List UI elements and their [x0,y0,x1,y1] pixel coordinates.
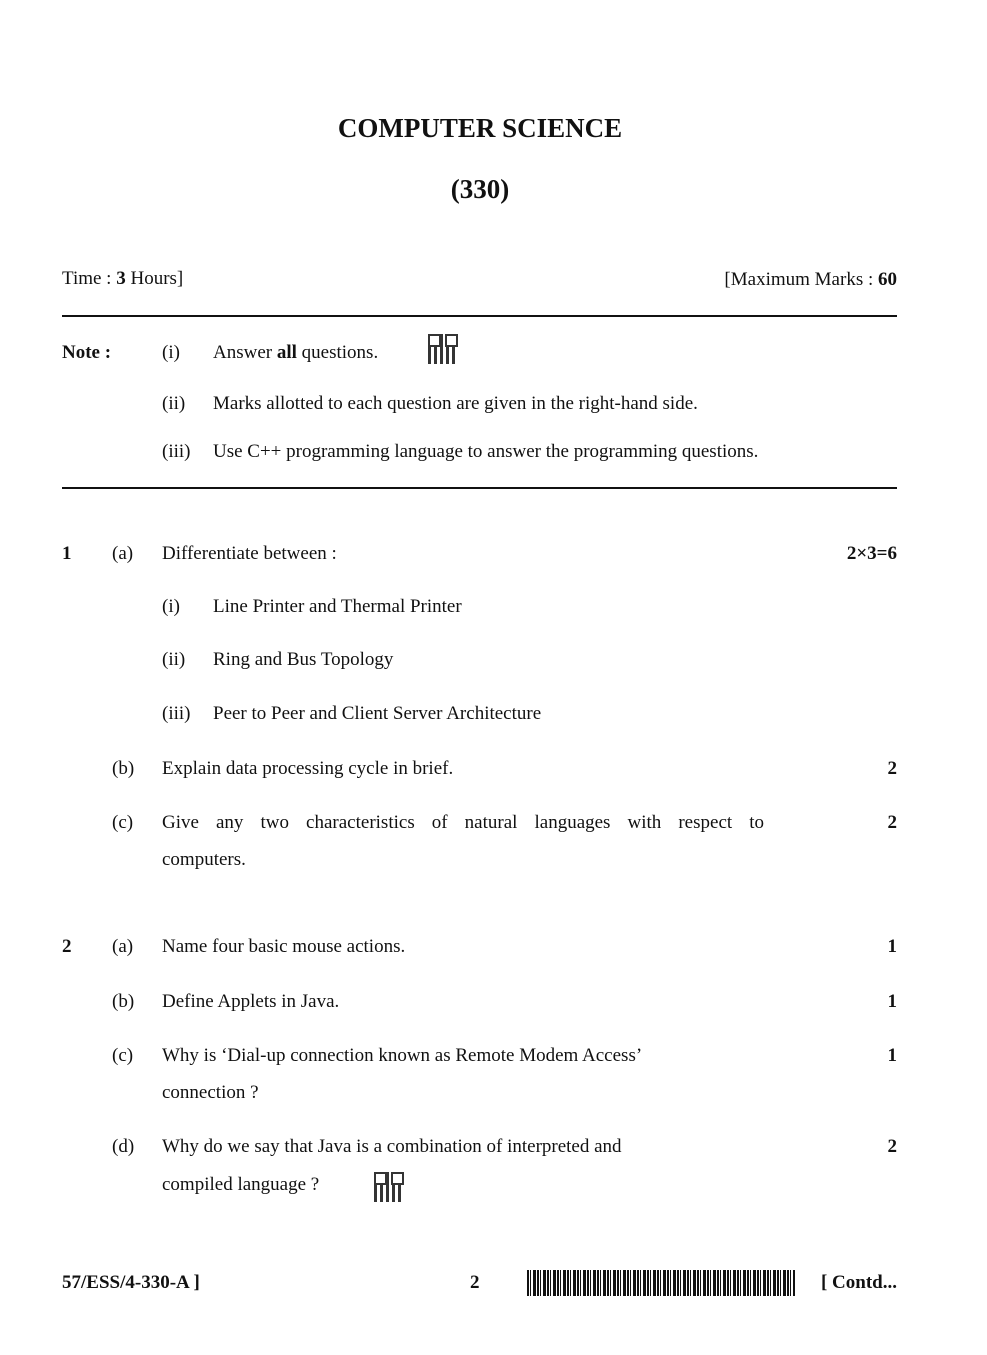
marks: 1 [887,1045,897,1066]
note-item: Marks allotted to each question are given in the right-hand side. [213,393,698,414]
paper-title: COMPUTER SCIENCE [337,113,623,143]
question-number: 1 [62,543,72,564]
sub-num: (iii) [162,703,191,724]
question-text: Differentiate between : [162,543,337,564]
part-letter: (a) [112,543,134,564]
note-num: (iii) [162,441,191,462]
question-text: Why is ‘Dial-up connection known as Remote Modem Access’ [162,1045,643,1066]
part-letter: (b) [112,991,135,1012]
sub-text: Line Printer and Thermal Printer [213,596,462,617]
note-label: Note : [62,342,112,363]
part-letter: (c) [112,812,134,833]
question-text: Name four basic mouse actions. [162,936,406,957]
marks: 1 [887,936,897,957]
question-text: Explain data processing cycle in brief. [162,758,454,779]
question-number: 2 [62,936,72,957]
sub-text: Ring and Bus Topology [213,649,394,670]
note-num: (ii) [162,393,186,414]
marks: 1 [887,991,897,1012]
question-text: compiled language ? [162,1174,320,1195]
qr-code-icon [428,334,458,364]
part-letter: (b) [112,758,135,779]
time-allowed: Time : 3 Hours] [62,268,184,289]
barcode-icon [527,1270,795,1296]
sub-num: (ii) [162,649,186,670]
marks: 2×3=6 [846,543,897,564]
note-item: Answer all questions. [213,342,379,363]
marks: 2 [887,812,897,833]
note-num: (i) [162,342,180,363]
divider [62,315,897,317]
sub-num: (i) [162,596,180,617]
part-letter: (c) [112,1045,134,1066]
question-text: computers. [162,849,246,870]
marks: 2 [887,758,897,779]
divider [62,487,897,489]
part-letter: (d) [112,1136,135,1157]
page-number: 2 [470,1272,480,1293]
question-text: Why do we say that Java is a combination of interpreted and [162,1136,622,1157]
continued-label: [ Contd... [820,1272,897,1293]
maximum-marks: [Maximum Marks : 60 [724,269,897,290]
question-text: Give any two characteristics of natural languages with respect to [162,812,764,833]
note-item: Use C++ programming language to answer the programming questions. [213,441,759,462]
question-text: Define Applets in Java. [162,991,340,1012]
sub-text: Peer to Peer and Client Server Architecture [213,703,542,724]
paper-code-footer: 57/ESS/4-330-A ] [62,1272,200,1293]
part-letter: (a) [112,936,134,957]
marks: 2 [887,1136,897,1157]
paper-code: (330) [450,174,510,204]
question-text: connection ? [162,1082,259,1103]
qr-code-icon [374,1172,404,1202]
